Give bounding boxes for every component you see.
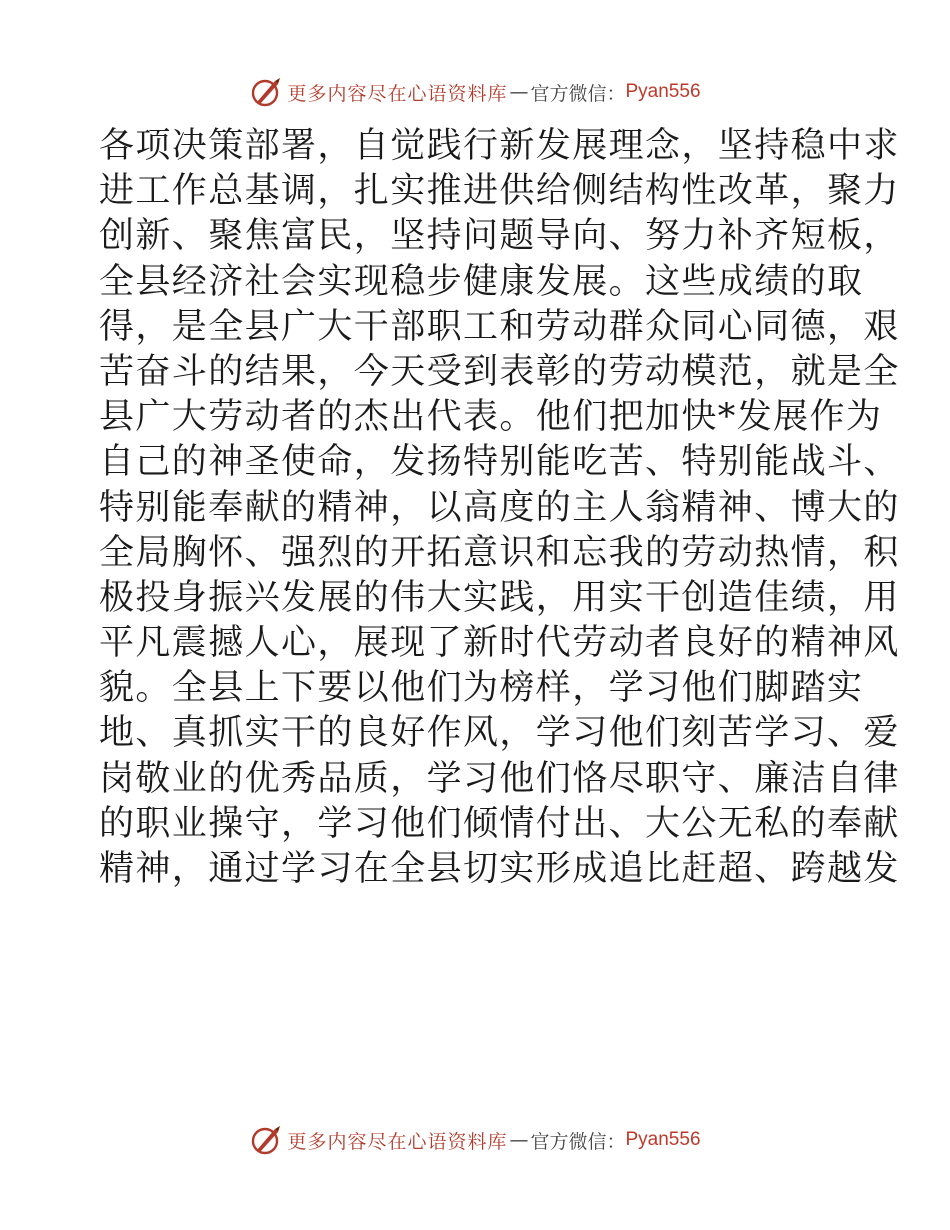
body-line: 进工作总基调，扎实推进供给侧结构性改革，聚力 xyxy=(99,171,900,212)
header-banner xyxy=(0,72,950,112)
quill-logo-icon xyxy=(249,1123,283,1157)
body-line: 的职业操守，学习他们倾情付出、大公无私的奉献 xyxy=(99,803,900,844)
footer-banner-separator: — xyxy=(509,1129,529,1151)
body-line: 精神，通过学习在全县切实形成追比赶超、跨越发 xyxy=(99,849,900,889)
body-line: 县广大劳动者的杰出代表。他们把加快*发展作为 xyxy=(99,397,883,438)
body-line: 地、真抓实干的良好作风，学习他们刻苦学习、爱 xyxy=(99,713,900,754)
document-body xyxy=(99,124,900,892)
header-banner-label: 官方微信： xyxy=(530,82,626,105)
body-line: 全局胸怀、强烈的开拓意识和忘我的劳动热情，积 xyxy=(99,532,900,573)
footer-banner-label: 官方微信： xyxy=(530,1130,626,1153)
footer-banner xyxy=(0,1120,950,1160)
header-banner-wechat-id: Pyan556 xyxy=(625,81,701,102)
quill-logo-icon xyxy=(249,75,283,109)
header-banner-text: 更多内容尽在心语资料库 xyxy=(287,82,508,105)
body-line: 极投身振兴发展的伟大实践，用实干创造佳绩，用 xyxy=(99,577,900,618)
footer-banner-text: 更多内容尽在心语资料库 xyxy=(287,1130,508,1153)
header-banner-separator: — xyxy=(509,81,529,103)
footer-banner-wechat-id: Pyan556 xyxy=(625,1129,701,1150)
body-line: 创新、聚焦富民，坚持问题导向、努力补齐短板， xyxy=(99,216,900,257)
body-line: 貌。全县上下要以他们为榜样，学习他们脚踏实 xyxy=(99,668,864,709)
body-line: 各项决策部署，自觉践行新发展理念，坚持稳中求 xyxy=(99,126,900,166)
body-line: 岗敬业的优秀品质，学习他们恪尽职守、廉洁自律 xyxy=(99,758,900,799)
body-line: 平凡震撼人心，展现了新时代劳动者良好的精神风 xyxy=(99,623,900,664)
body-line: 特别能奉献的精神，以高度的主人翁精神、博大的 xyxy=(99,487,900,528)
body-line: 得，是全县广大干部职工和劳动群众同心同德，艰 xyxy=(99,306,900,347)
body-line: 全县经济社会实现稳步健康发展。这些成绩的取 xyxy=(99,261,864,302)
body-line: 自己的神圣使命，发扬特别能吃苦、特别能战斗、 xyxy=(99,442,900,483)
body-line: 苦奋斗的结果，今天受到表彰的劳动模范，就是全 xyxy=(99,351,900,392)
